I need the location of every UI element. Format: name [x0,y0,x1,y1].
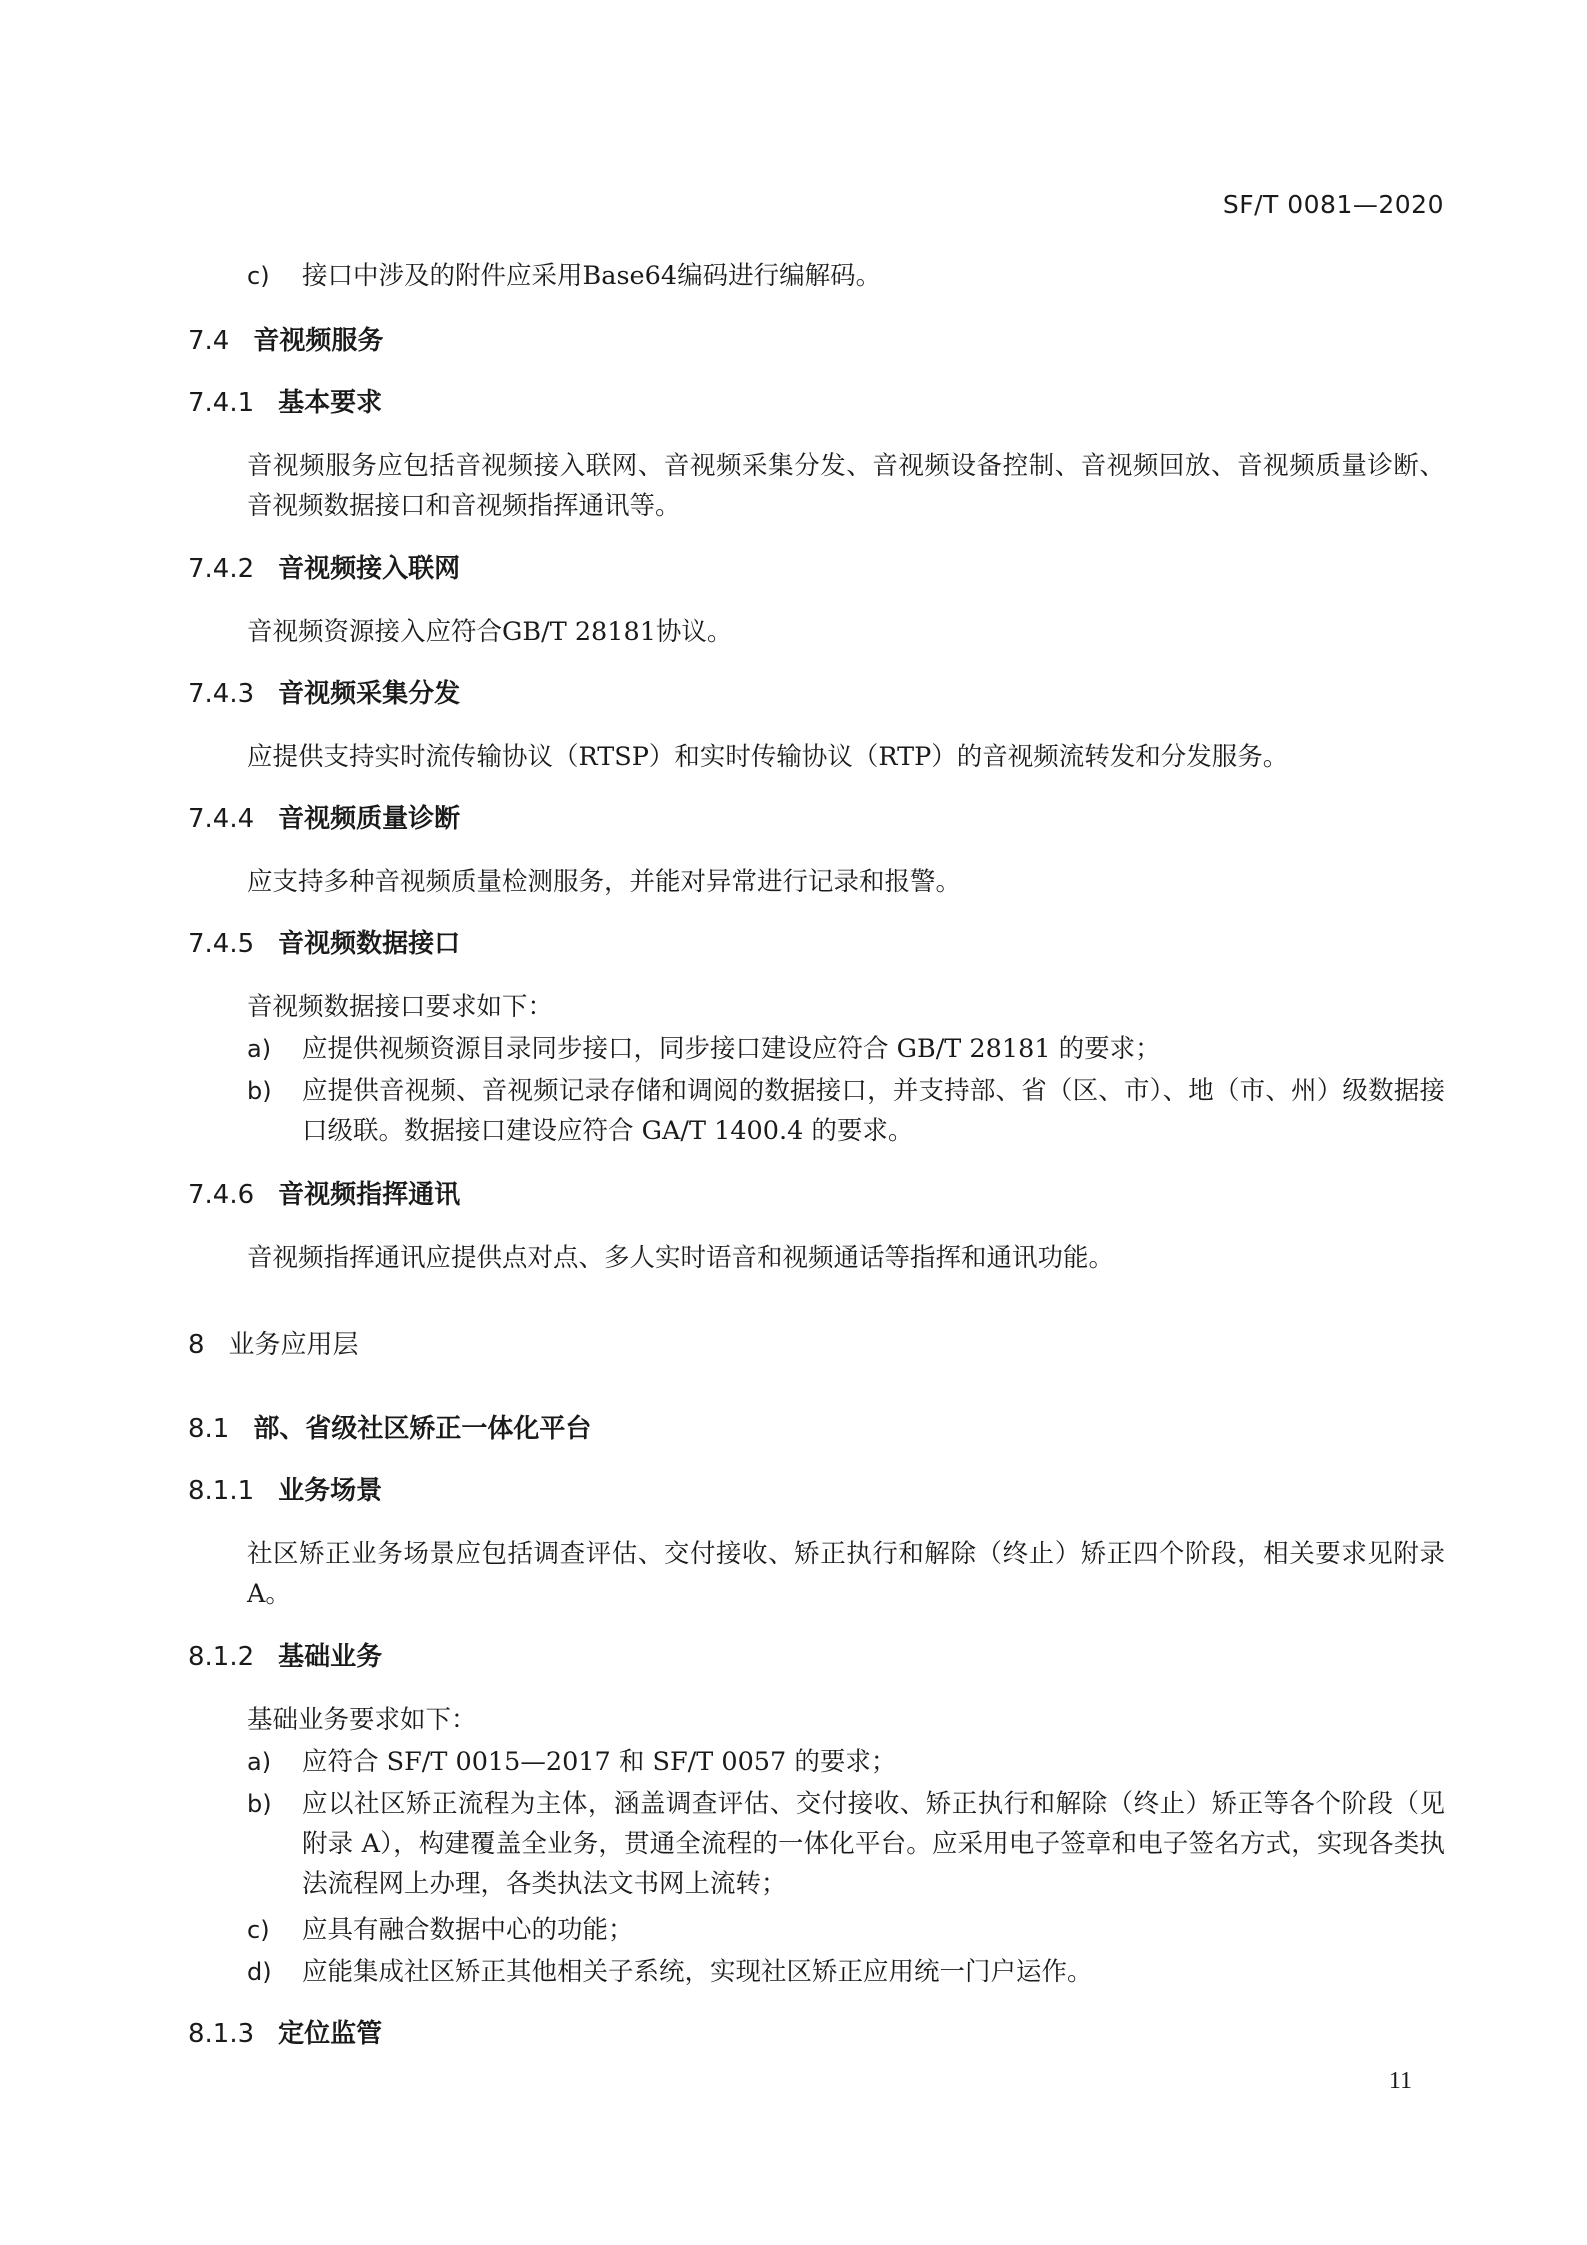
list-item-label: c) [247,262,270,290]
section-number: 8.1 [188,1414,230,1444]
list-item [247,1071,1445,1151]
section-number: 8.1.3 [188,2019,255,2049]
list-item-label: b) [247,1790,272,1818]
list-item-text: 应提供视频资源目录同步接口，同步接口建设应符合 GB/T 28181 的要求； [302,1034,1161,1064]
list-item [247,1952,1445,1992]
section-title: 音视频采集分发 [278,679,461,709]
section-title: 音视频服务 [253,326,384,356]
list-item-text: 应符合 SF/T 0015—2017 和 SF/T 0057 的要求； [302,1747,897,1777]
list-item-text: 接口中涉及的附件应采用Base64编码进行编解码。 [302,261,882,291]
section-title: 音视频指挥通讯 [278,1180,461,1210]
section-number: 7.4.6 [188,1180,255,1210]
section-number: 7.4.2 [188,554,255,584]
paragraph: 应提供支持实时流传输协议（RTSP）和实时传输协议（RTP）的音视频流转发和分发服务。 [247,742,1289,772]
section-title: 音视频接入联网 [278,554,461,584]
list-item-label: c) [247,1916,270,1944]
section-number: 8 [188,1330,205,1360]
paragraph: 社区矫正业务场景应包括调查评估、交付接收、矫正执行和解除（终止）矫正四个阶段，相关要求见附录A。 [247,1539,1445,1609]
section-number: 7.4 [188,326,230,356]
section-heading [188,553,1587,585]
section-title: 基本要求 [278,388,383,418]
paragraph: 应支持多种音视频质量检测服务，并能对异常进行记录和报警。 [247,867,962,897]
section-title: 音视频质量诊断 [278,804,461,834]
section-title: 业务场景 [278,1476,383,1506]
section-heading [188,1413,1587,1445]
section-number: 7.4.4 [188,804,255,834]
section-heading [188,325,1587,357]
section-heading [188,1179,1587,1211]
paragraph: 音视频指挥通讯应提供点对点、多人实时语音和视频通话等指挥和通讯功能。 [247,1243,1115,1273]
list-item-label: a) [247,1748,272,1776]
list-item [247,256,1445,296]
paragraph: 音视频资源接入应符合GB/T 28181协议。 [247,617,733,647]
list-item-text: 应具有融合数据中心的功能； [302,1915,634,1945]
section-heading [188,678,1587,710]
list-item [247,1029,1445,1069]
list-item-text: 应以社区矫正流程为主体，涵盖调查评估、交付接收、矫正执行和解除（终止）矫正等各个阶段（见附录 A），构建覆盖全业务，贯通全流程的一体化平台。应采用电子签章和电子签名方式，实现各类执法流程网上办理，各类执法文书网上流转； [302,1789,1445,1899]
paragraph: 音视频数据接口要求如下： [247,992,554,1022]
paragraph: 基础业务要求如下： [247,1705,477,1735]
section-heading [188,803,1587,835]
section-number: 7.4.1 [188,388,255,418]
section-heading [188,928,1587,960]
list-item-label: d) [247,1958,272,1986]
section-heading [188,387,1587,419]
section-number: 7.4.3 [188,679,255,709]
section-heading [188,2018,1587,2050]
section-heading [188,1475,1587,1507]
list-item-label: a) [247,1035,272,1063]
section-title: 部、省级社区矫正一体化平台 [253,1414,592,1444]
list-item-label: b) [247,1077,272,1105]
page-number: 11 [1388,2068,1412,2094]
paragraph: 音视频服务应包括音视频接入联网、音视频采集分发、音视频设备控制、音视频回放、音视频质量诊断、音视频数据接口和音视频指挥通讯等。 [247,451,1445,521]
list-item-text: 应提供音视频、音视频记录存储和调阅的数据接口，并支持部、省（区、市）、地（市、州）级数据接口级联。数据接口建设应符合 GA/T 1400.4 的要求。 [302,1076,1445,1146]
list-item [247,1910,1445,1950]
section-title: 定位监管 [278,2019,383,2049]
section-title: 业务应用层 [228,1330,359,1360]
section-title: 基础业务 [278,1642,383,1672]
section-number: 8.1.2 [188,1642,255,1672]
chapter-heading [188,1329,1587,1361]
section-number: 8.1.1 [188,1476,255,1506]
section-heading [188,1641,1587,1673]
list-item [247,1784,1445,1904]
section-number: 7.4.5 [188,929,255,959]
standard-code: SF/T 0081—2020 [1222,190,1444,219]
list-item [247,1742,1445,1782]
list-item-text: 应能集成社区矫正其他相关子系统，实现社区矫正应用统一门户运作。 [302,1957,1093,1987]
section-title: 音视频数据接口 [278,929,461,959]
